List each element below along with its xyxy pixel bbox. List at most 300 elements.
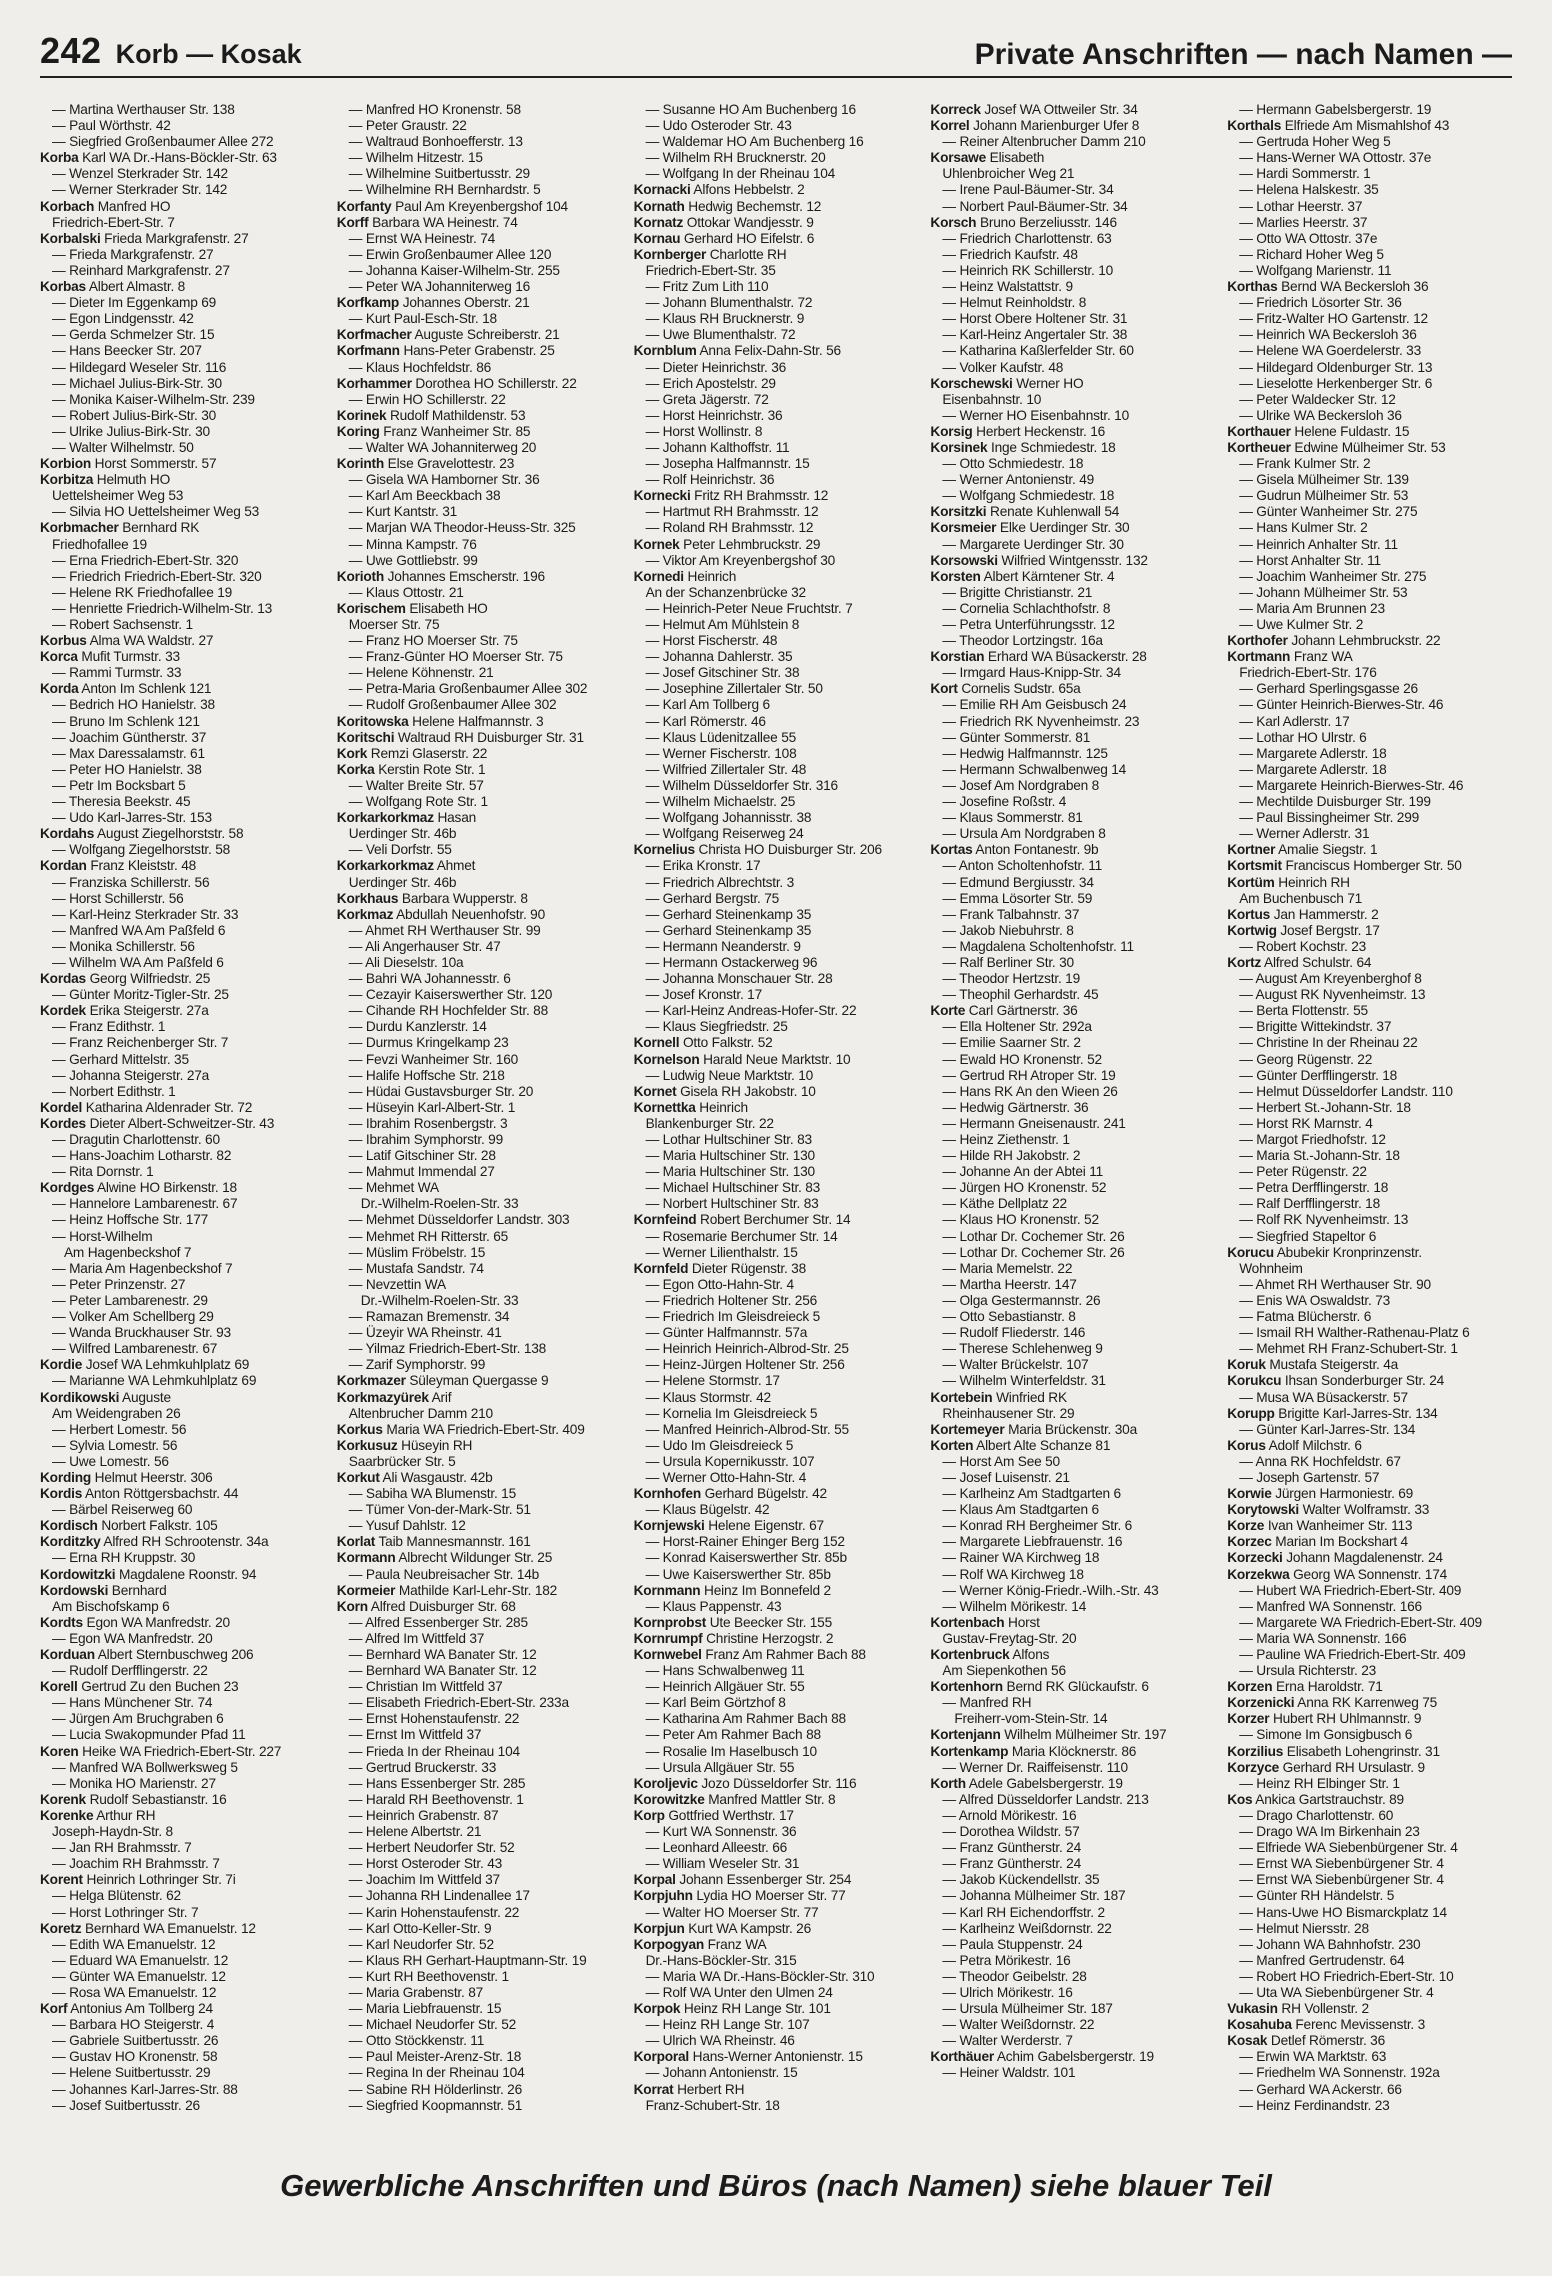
entry-details: Josef WA Ottweiler Str. 34 — [980, 102, 1138, 117]
directory-entry: — Peter WA Johanniterweg 16 — [348, 279, 531, 295]
entry-details: Mathilde Karl-Lehr-Str. 182 — [395, 1582, 558, 1598]
directory-entry: — Lothar Heerstr. 37 — [1239, 198, 1363, 214]
directory-entry: — Martha Heerstr. 147 — [942, 1276, 1077, 1292]
directory-entry-head — [40, 1486, 325, 1502]
entry-details: Peter Lehmbruckstr. 29 — [679, 536, 821, 552]
entry-details: Dieter Rügenstr. 38 — [688, 1260, 806, 1276]
surname: Korpogyan — [633, 1936, 705, 1952]
directory-entry: — Wilhelm Hitzestr. 15 — [348, 150, 483, 166]
directory-entry: — Paula Stuppenstr. 24 — [942, 1936, 1083, 1952]
surname: Korca — [40, 649, 78, 665]
directory-entry-head — [337, 408, 622, 424]
surname: Kortner — [1227, 842, 1276, 858]
entry-details: Heinrich — [683, 568, 737, 584]
directory-entry: — Wilhelm Mörikestr. 14 — [942, 1598, 1087, 1614]
directory-entry: — Zarif Symphorstr. 99 — [348, 1357, 486, 1373]
directory-entry: — Joachim Wanheimer Str. 275 — [1239, 568, 1427, 584]
directory-entry: — Monika HO Marienstr. 27 — [52, 1775, 216, 1791]
entry-continuation: Wohnheim — [1239, 1260, 1303, 1276]
directory-entry: — Greta Jägerstr. 72 — [645, 391, 769, 407]
directory-entry: — Nevzettin WA — [348, 1276, 446, 1292]
directory-entry: — Uta WA Siebenbürgener Str. 4 — [1239, 1984, 1434, 2000]
directory-entry-head — [634, 2001, 919, 2017]
surname: Kordas — [40, 971, 86, 987]
directory-entry: — Wolfgang Rote Str. 1 — [348, 794, 488, 810]
header-left — [40, 30, 302, 76]
directory-entry: — Helene Köhnenstr. 21 — [348, 665, 494, 681]
directory-entry: — Friedrich Friedrich-Ebert-Str. 320 — [52, 568, 262, 584]
directory-entry: — Petra Unterführungsstr. 12 — [942, 617, 1115, 632]
directory-entry: — Helmut Reinholdstr. 8 — [942, 295, 1087, 311]
directory-entry-head — [40, 1567, 325, 1583]
directory-entry-head — [634, 1084, 919, 1100]
directory-entry-head — [40, 649, 325, 665]
entry-details: Antonius Am Tollberg 24 — [67, 2001, 213, 2017]
directory-entry-head — [1227, 1711, 1512, 1727]
surname: Korioth — [336, 568, 385, 584]
entry-details: Georg WA Sonnenstr. 174 — [1289, 1566, 1448, 1582]
directory-entry: — Roland RH Brahmsstr. 12 — [645, 520, 814, 536]
entry-details: Ivan Wanheimer Str. 113 — [1264, 1518, 1413, 1534]
directory-entry: — Horst Schillerstr. 56 — [52, 890, 184, 906]
entry-details: RH Vollenstr. 2 — [1277, 2001, 1369, 2017]
directory-entry-head — [337, 1390, 622, 1406]
surname: Korlat — [336, 1534, 376, 1550]
directory-entry-head — [337, 730, 622, 746]
directory-entry: — Pauline WA Friedrich-Ebert-Str. 409 — [1239, 1647, 1466, 1662]
entry-details: Herbert Heckenstr. 16 — [972, 423, 1106, 439]
directory-entry: — Werner Lilienthalstr. 15 — [645, 1244, 798, 1260]
directory-entry: — Cihande RH Hochfelder Str. 88 — [348, 1003, 549, 1019]
directory-entry-head — [1227, 633, 1512, 649]
directory-entry-head — [930, 102, 1215, 118]
surname: Kortüm — [1227, 874, 1275, 890]
surname: Korbalski — [40, 230, 101, 246]
directory-entry: — Üzeyir WA Rheinstr. 41 — [348, 1325, 502, 1341]
directory-entry: — Wolfgang Ziegelhorststr. 58 — [52, 842, 231, 858]
directory-entry-head — [337, 746, 622, 762]
surname: Kortenhorn — [930, 1679, 1003, 1695]
directory-entry: — Karl Am Beeckbach 38 — [348, 488, 501, 504]
directory-entry-head — [1227, 858, 1512, 874]
directory-entry: — Heinz RH Elbinger Str. 1 — [1239, 1775, 1400, 1791]
directory-entry-head — [40, 971, 325, 987]
entry-continuation: Moerser Str. 75 — [348, 617, 440, 632]
entry-details: Süleyman Quergasse 9 — [405, 1373, 549, 1389]
directory-entry: — Günter RH Händelstr. 5 — [1239, 1888, 1395, 1904]
entry-continuation: Dr.-Wilhelm-Roelen-Str. 33 — [360, 1292, 519, 1308]
entry-details: Kurt WA Kampstr. 26 — [684, 1920, 811, 1936]
directory-entry: — Joachim RH Brahmsstr. 7 — [52, 1856, 220, 1872]
directory-entry: — Günter Derfflingerstr. 18 — [1239, 1067, 1398, 1083]
directory-entry: — Frieda In der Rheinau 104 — [348, 1743, 520, 1759]
directory-entry: — Rita Dornstr. 1 — [52, 1164, 154, 1180]
directory-entry: — Gerhard Steinenkamp 35 — [645, 922, 812, 938]
directory-entry: — Uwe Lomestr. 56 — [52, 1453, 169, 1469]
directory-entry: — Petra Derfflingerstr. 18 — [1239, 1180, 1389, 1196]
directory-entry-head — [40, 1534, 325, 1550]
directory-entry: — Helene Stormstr. 17 — [645, 1373, 780, 1389]
directory-entry: — Lucia Swakopmunder Pfad 11 — [52, 1727, 246, 1743]
surname: Korth — [930, 1775, 966, 1791]
surname: Kornelson — [633, 1051, 700, 1067]
directory-entry: — Monika Kaiser-Wilhelm-Str. 239 — [52, 391, 255, 407]
surname: Korsig — [930, 423, 973, 439]
entry-details: Walter Wolframstr. 33 — [1298, 1502, 1430, 1518]
directory-entry: — Arnold Mörikestr. 16 — [942, 1807, 1077, 1823]
directory-entry: — Lieselotte Herkenberger Str. 6 — [1239, 375, 1433, 391]
surname: Korinth — [336, 456, 385, 472]
directory-entry: — Horst Anhalter Str. 11 — [1239, 552, 1381, 568]
entry-details: Lydia HO Moerser Str. 77 — [692, 1888, 846, 1904]
directory-entry: — Horst Obere Holtener Str. 31 — [942, 311, 1128, 327]
directory-entry: — Klaus RH Brucknerstr. 9 — [645, 311, 805, 327]
surname: Korus — [1227, 1437, 1266, 1453]
directory-entry: — Norbert Paul-Bäumer-Str. 34 — [942, 198, 1128, 214]
directory-entry: — Johann Blumenthalstr. 72 — [645, 295, 813, 311]
entry-details: Heinz RH Lange Str. 101 — [680, 2001, 831, 2017]
surname: Kosak — [1227, 2033, 1268, 2049]
surname: Korze — [1227, 1518, 1265, 1534]
directory-entry: — Hermann Neanderstr. 9 — [645, 938, 801, 954]
entry-continuation: Eisenbahnstr. 10 — [942, 391, 1042, 407]
directory-entry: — Werner König-Friedr.-Wilh.-Str. 43 — [942, 1582, 1159, 1598]
directory-entry: — Karlheinz Am Stadtgarten 6 — [942, 1486, 1121, 1502]
directory-entry: — Klaus Stormstr. 42 — [645, 1389, 771, 1405]
name-range: Korb — Kosak — [115, 39, 302, 69]
directory-entry: — Johann Antonienstr. 15 — [645, 2065, 798, 2081]
surname: Korsitzki — [930, 504, 987, 520]
entry-details: Anton Fontanestr. 9b — [972, 842, 1099, 858]
surname: Kornwebel — [633, 1647, 702, 1662]
directory-entry-head — [1227, 1760, 1512, 1776]
directory-entry: — Wilhelm Düsseldorfer Str. 316 — [645, 777, 838, 793]
directory-entry: — Siegfried Großenbaumer Allee 272 — [52, 134, 274, 150]
directory-entry: — Kurt Paul-Esch-Str. 18 — [348, 311, 497, 327]
directory-entry-head — [634, 2049, 919, 2065]
directory-entry: — Heinrich RK Schillerstr. 10 — [942, 262, 1114, 278]
directory-entry: — Günter Wanheimer Str. 275 — [1239, 504, 1418, 520]
directory-entry: — Frieda Markgrafenstr. 27 — [52, 246, 214, 262]
directory-entry-head — [634, 1937, 919, 1953]
directory-entry: — Helmut Am Mühlstein 8 — [645, 617, 800, 632]
directory-entry: — Volker Am Schellberg 29 — [52, 1309, 214, 1325]
directory-entry: — Wolfgang Marienstr. 11 — [1239, 262, 1392, 278]
directory-entry: — Josef Luisenstr. 21 — [942, 1469, 1070, 1485]
directory-entry: — Drago Charlottenstr. 60 — [1239, 1807, 1394, 1823]
directory-entry: — Maria WA Sonnenstr. 166 — [1239, 1630, 1407, 1646]
directory-entry: — Margarete Uerdinger Str. 30 — [942, 536, 1124, 552]
directory-entry: — Rolf RK Nyvenheimstr. 13 — [1239, 1212, 1409, 1228]
directory-entry: — Horst Osteroder Str. 43 — [348, 1856, 503, 1872]
directory-entry: — Helena Halskestr. 35 — [1239, 182, 1379, 198]
directory-entry: — Jürgen HO Kronenstr. 52 — [942, 1180, 1107, 1196]
entry-continuation: An der Schanzenbrücke 32 — [645, 584, 806, 600]
entry-details: Hedwig Bechemstr. 12 — [684, 198, 822, 214]
entry-details: Gerhard HO Eifelstr. 6 — [680, 230, 815, 246]
directory-entry: — Berta Flottenstr. 55 — [1239, 1003, 1368, 1019]
directory-entry: — Manfred HO Kronenstr. 58 — [348, 102, 521, 117]
entry-continuation: Am Hagenbeckshof 7 — [64, 1244, 192, 1260]
directory-entry: — Minna Kampstr. 76 — [348, 536, 477, 552]
entry-details: Franz WA — [704, 1936, 767, 1952]
entry-details: Erika Steigerstr. 27a — [85, 1003, 209, 1019]
directory-entry: — Paula Neubreisacher Str. 14b — [348, 1566, 540, 1582]
directory-entry-head — [930, 215, 1215, 231]
directory-entry: — Robert Sachsenstr. 1 — [52, 617, 193, 632]
directory-entry: — Bruno Im Schlenk 121 — [52, 713, 200, 729]
surname: Kortenkamp — [930, 1743, 1009, 1759]
directory-entry-head — [337, 1599, 622, 1615]
directory-entry: — Peter HO Hanielstr. 38 — [52, 761, 202, 777]
directory-entry: — Udo Im Gleisdreieck 5 — [645, 1437, 794, 1453]
surname: Korba — [40, 150, 79, 166]
directory-entry-head — [930, 376, 1215, 392]
directory-entry: — Karl-Heinz Sterkrader Str. 33 — [52, 906, 239, 922]
directory-entry: — Fritz Zum Lith 110 — [645, 279, 769, 295]
entry-details: Bernd RK Glückaufstr. 6 — [1002, 1679, 1149, 1695]
directory-entry: — Josef Kronstr. 17 — [645, 987, 762, 1003]
surname: Korbach — [40, 198, 95, 214]
directory-entry: — Cornelia Schlachthofstr. 8 — [942, 600, 1111, 616]
directory-entry: — Mehmet RH Ritterstr. 65 — [348, 1228, 509, 1244]
surname: Kortus — [1227, 906, 1271, 922]
surname: Korthäuer — [930, 2049, 994, 2065]
surname: Korsowski — [930, 552, 998, 568]
surname: Kornatz — [633, 214, 684, 230]
surname: Korka — [336, 761, 375, 777]
surname: Vukasin — [1227, 2001, 1278, 2017]
entry-continuation: Dr.-Wilhelm-Roelen-Str. 33 — [360, 1196, 519, 1212]
directory-entry-head — [930, 440, 1215, 456]
directory-entry: — Werner HO Eisenbahnstr. 10 — [942, 407, 1130, 423]
directory-entry: — Karl Römerstr. 46 — [645, 713, 766, 729]
directory-entry: — Josefine Roßstr. 4 — [942, 794, 1067, 810]
directory-entry-head — [1227, 907, 1512, 923]
directory-entry: — Ursula Kopernikusstr. 107 — [645, 1453, 815, 1469]
directory-entry-head — [930, 504, 1215, 520]
directory-entry: — Otto Sebastianstr. 8 — [942, 1309, 1076, 1325]
directory-entry: — Petra Mörikestr. 16 — [942, 1952, 1071, 1968]
directory-entry-head — [40, 1679, 325, 1695]
directory-entry: — Waldemar HO Am Buchenberg 16 — [645, 134, 864, 150]
surname: Kordis — [40, 1486, 83, 1502]
surname: Kort — [930, 681, 958, 697]
directory-entry-head — [40, 681, 325, 697]
directory-entry: — Lothar Hultschiner Str. 83 — [645, 1132, 812, 1147]
page-header — [40, 28, 1512, 78]
directory-entry: — Karl Otto-Keller-Str. 9 — [348, 1920, 492, 1936]
directory-entry: — Robert Kochstr. 23 — [1239, 938, 1367, 954]
directory-entry: — Mehmet RH Franz-Schubert-Str. 1 — [1239, 1341, 1458, 1357]
surname: Korpok — [633, 2001, 681, 2017]
surname: Kortas — [930, 842, 973, 858]
surname: Kordan — [40, 858, 87, 874]
surname: Kortwig — [1227, 922, 1277, 938]
surname: Korbmacher — [40, 520, 119, 536]
directory-entry: — Josepha Halfmannstr. 15 — [645, 456, 810, 472]
directory-entry: — Rosalie Im Haselbusch 10 — [645, 1743, 817, 1759]
entry-details: Josef Bergstr. 17 — [1276, 922, 1380, 938]
surname: Kornet — [633, 1083, 677, 1099]
directory-entry-head — [337, 295, 622, 311]
directory-entry: — Lothar Dr. Cochemer Str. 26 — [942, 1228, 1125, 1244]
directory-entry: — Leonhard Alleestr. 66 — [645, 1840, 788, 1856]
entry-continuation: Friedrich-Ebert-Str. 35 — [645, 262, 776, 278]
surname: Korfkamp — [336, 295, 400, 311]
directory-entry: — Hans Schwalbenweg 11 — [645, 1663, 805, 1679]
directory-entry: — Hildegard Weseler Str. 116 — [52, 359, 227, 375]
directory-entry: — Helmut Düsseldorfer Landstr. 110 — [1239, 1083, 1453, 1099]
entry-continuation: Uerdinger Str. 46b — [348, 826, 457, 842]
entry-details: Paul Am Kreyenbergshof 104 — [391, 198, 568, 214]
directory-entry: — Hans Essenberger Str. 285 — [348, 1775, 526, 1791]
directory-entry: — Karl Am Tollberg 6 — [645, 697, 770, 713]
directory-entry: — Erwin WA Marktstr. 63 — [1239, 2049, 1387, 2065]
entry-details: Abubekir Kronprinzenstr. — [1273, 1244, 1422, 1260]
directory-entry: — Gustav HO Kronenstr. 58 — [52, 2049, 218, 2065]
surname: Koritschi — [336, 729, 395, 745]
directory-entry: — Günter Sommerstr. 81 — [942, 729, 1091, 745]
directory-entry: — Mustafa Sandstr. 74 — [348, 1260, 484, 1276]
directory-entry: — Gabriele Suitbertusstr. 26 — [52, 2033, 219, 2049]
directory-entry-head — [337, 714, 622, 730]
directory-entry: — Lothar Dr. Cochemer Str. 26 — [942, 1244, 1125, 1260]
directory-entry: — Ibrahim Symphorstr. 99 — [348, 1132, 503, 1147]
entry-details: Harald Neue Marktstr. 10 — [699, 1051, 851, 1067]
directory-entry: — Kurt RH Beethovenstr. 1 — [348, 1968, 509, 1984]
directory-entry: — Friedhelm WA Sonnenstr. 192a — [1239, 2065, 1440, 2081]
directory-entry-head — [337, 1470, 622, 1486]
entry-details: Magdalene Roonstr. 94 — [115, 1566, 257, 1582]
directory-entry: — Viktor Am Kreyenbergshof 30 — [645, 552, 836, 568]
entry-details: Albrecht Wildunger Str. 25 — [395, 1550, 553, 1566]
directory-entry: — Wolfgang Reiserweg 24 — [645, 826, 804, 842]
entry-details: Otto Falkstr. 52 — [679, 1035, 773, 1051]
directory-entry: — Peter Prinzenstr. 27 — [52, 1276, 186, 1292]
directory-entry: — Tümer Von-der-Mark-Str. 51 — [348, 1502, 531, 1518]
directory-entry-head — [1227, 1695, 1512, 1711]
directory-entry: — Walter WA Johanniterweg 20 — [348, 439, 537, 455]
directory-entry: — Heinz-Jürgen Holtener Str. 256 — [645, 1357, 845, 1373]
entry-details: Egon WA Manfredstr. 20 — [82, 1614, 230, 1630]
column-1 — [40, 102, 325, 2142]
directory-entry: — Margarete Liebfrauenstr. 16 — [942, 1534, 1123, 1550]
directory-entry: — Johanne An der Abtei 11 — [942, 1164, 1104, 1180]
directory-entry: — Udo Osteroder Str. 43 — [645, 118, 792, 134]
surname: Korenk — [40, 1791, 86, 1807]
directory-entry: — Johanna Mülheimer Str. 187 — [942, 1888, 1126, 1904]
directory-entry-head — [1227, 1534, 1512, 1550]
directory-entry: — Mahmut Immendal 27 — [348, 1164, 495, 1180]
directory-entry: — Katharina Am Rahmer Bach 88 — [645, 1711, 846, 1727]
surname: Kornelius — [633, 842, 695, 858]
directory-entry-head — [40, 1470, 325, 1486]
entry-details: Alma WA Waldstr. 27 — [86, 633, 214, 649]
directory-entry: — Friedrich RK Nyvenheimstr. 23 — [942, 713, 1140, 729]
directory-entry-head — [337, 810, 622, 826]
entry-details: Bernd WA Beckersloh 36 — [1277, 279, 1429, 295]
directory-entry-head — [634, 1518, 919, 1534]
entry-details: Helene Halfmannstr. 3 — [408, 713, 544, 729]
directory-entry-head — [337, 601, 622, 617]
directory-entry: — Wilhelm Michaelstr. 25 — [645, 794, 796, 810]
directory-entry: — Helene RK Friedhofallee 19 — [52, 584, 233, 600]
directory-entry-head — [1227, 440, 1512, 456]
surname: Korda — [40, 681, 79, 697]
directory-entry-head — [930, 1727, 1215, 1743]
directory-entry: — Wilhelm RH Brucknerstr. 20 — [645, 150, 826, 166]
surname: Kortenbach — [930, 1614, 1005, 1630]
surname: Kornprobst — [633, 1614, 707, 1630]
directory-entry: — Günter Moritz-Tigler-Str. 25 — [52, 987, 229, 1003]
entry-continuation: Am Bischofskamp 6 — [52, 1598, 170, 1614]
surname: Kornettka — [633, 1099, 696, 1115]
directory-entry: — Rudolf Fliederstr. 146 — [942, 1325, 1086, 1341]
surname: Korn — [336, 1598, 368, 1614]
directory-entry: — Elfriede WA Siebenbürgener Str. 4 — [1239, 1840, 1458, 1856]
entry-continuation: Am Buchenbusch 71 — [1239, 890, 1363, 906]
directory-entry: — Mehmet WA — [348, 1180, 439, 1196]
section-title: Private Anschriften — nach Namen — — [974, 38, 1512, 71]
directory-entry-head — [1227, 842, 1512, 858]
entry-details: Heinrich RH — [1274, 874, 1350, 890]
entry-details: Edwine Mülheimer Str. 53 — [1290, 439, 1446, 455]
directory-entry: — Theodor Hertzstr. 19 — [942, 971, 1080, 987]
entry-details: Frieda Markgrafenstr. 27 — [100, 230, 249, 246]
surname: Kork — [336, 745, 368, 761]
directory-entry: — Ali Dieselstr. 10a — [348, 954, 464, 970]
directory-entry: — Susanne HO Am Buchenberg 16 — [645, 102, 856, 117]
directory-entry: — Josef Suitbertusstr. 26 — [52, 2097, 200, 2113]
surname: Kornecki — [633, 488, 691, 504]
directory-entry: — Musa WA Büsackerstr. 57 — [1239, 1389, 1408, 1405]
directory-entry: — Ulrike Julius-Birk-Str. 30 — [52, 423, 210, 439]
directory-entry: — Heinz Ziethenstr. 1 — [942, 1132, 1070, 1147]
directory-entry: — Peter Waldecker Str. 12 — [1239, 391, 1396, 407]
directory-entry-head — [634, 537, 919, 553]
entry-details: Mustafa Steigerstr. 4a — [1265, 1357, 1399, 1373]
directory-entry: — Veli Dorfstr. 55 — [348, 842, 452, 858]
directory-entry: — Werner Antonienstr. 49 — [942, 472, 1095, 488]
entry-details: Hans-Werner Antonienstr. 15 — [689, 2049, 863, 2065]
surname: Korten — [930, 1437, 974, 1453]
entry-details: Franz Am Rahmer Bach 88 — [701, 1647, 866, 1662]
directory-entry: — Ernst Im Wittfeld 37 — [348, 1727, 482, 1743]
directory-entry: — Jakob Kückendellstr. 35 — [942, 1872, 1100, 1888]
entry-details: Achim Gabelsbergerstr. 19 — [994, 2049, 1154, 2065]
directory-entry: — Brigitte Wittekindstr. 37 — [1239, 1019, 1392, 1035]
surname: Korupp — [1227, 1405, 1275, 1421]
entry-details: Waltraud RH Duisburger Str. 31 — [394, 729, 584, 745]
directory-entry-head — [634, 1615, 919, 1631]
directory-entry: — Hartmut RH Brahmsstr. 12 — [645, 504, 819, 520]
directory-entry-head — [1227, 1679, 1512, 1695]
entry-continuation: Friedrich-Ebert-Str. 7 — [52, 214, 175, 230]
entry-details: Barbara Wupperstr. 8 — [398, 890, 528, 906]
directory-entry: — Walter Wilhelmstr. 50 — [52, 439, 194, 455]
directory-entry: — Anna RK Hochfeldstr. 67 — [1239, 1453, 1401, 1469]
directory-entry-head — [1227, 118, 1512, 134]
directory-entry-head — [337, 858, 622, 874]
directory-entry: — Hans Kulmer Str. 2 — [1239, 520, 1368, 536]
directory-entry-head — [1227, 1744, 1512, 1760]
directory-entry: — Karl-Heinz Angertaler Str. 38 — [942, 327, 1128, 343]
entry-details: Barbara WA Heinestr. 74 — [368, 214, 518, 230]
entry-details: Auguste — [119, 1389, 171, 1405]
directory-entry: — Norbert Hultschiner Str. 83 — [645, 1196, 819, 1212]
directory-entry-head — [337, 569, 622, 585]
